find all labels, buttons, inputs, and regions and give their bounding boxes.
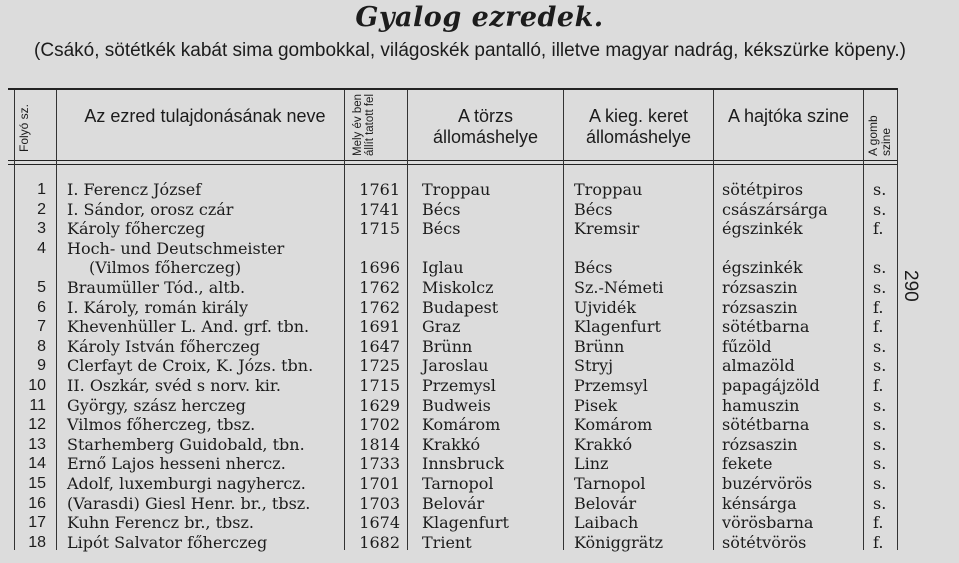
supplement-station: Klagenfurt xyxy=(574,317,661,337)
row-number: 7 xyxy=(37,318,46,336)
founded-year: 1715 xyxy=(359,375,400,395)
supplement-station: Kremsir xyxy=(574,219,640,239)
row-number: 6 xyxy=(37,298,46,316)
supplement-station: Sz.-Németi xyxy=(574,277,664,297)
headquarters: Budweis xyxy=(422,395,491,415)
header-year: Mely év ben állít tatott fel xyxy=(352,93,376,156)
owner-name: Lipót Salvator főherczeg xyxy=(67,532,268,552)
table-row xyxy=(0,376,959,396)
header-seat: A törzs állomáshelye xyxy=(432,106,539,147)
facing-color: sötétpiros xyxy=(722,180,804,199)
headquarters: Krakkó xyxy=(422,434,481,454)
header-facing: A hajtóka szine xyxy=(727,106,850,126)
facing-color: almazöld xyxy=(722,356,795,376)
table-row xyxy=(0,200,959,220)
button-color: f. xyxy=(873,375,884,395)
header-bottom-rule-2 xyxy=(8,164,898,165)
headquarters: Graz xyxy=(422,317,461,337)
row-number: 10 xyxy=(28,376,46,394)
supplement-station: Przemsyl xyxy=(574,375,648,395)
supplement-station: Brünn xyxy=(574,336,625,356)
regiment-table xyxy=(0,180,959,552)
founded-year: 1691 xyxy=(359,317,400,337)
headquarters: Bécs xyxy=(422,199,461,219)
supplement-station: Bécs xyxy=(574,258,613,278)
facing-color: papagájzöld xyxy=(722,375,820,395)
button-color: f. xyxy=(873,219,884,239)
founded-year: 1762 xyxy=(359,297,400,317)
headquarters: Tarnopol xyxy=(422,473,494,493)
founded-year: 1647 xyxy=(359,336,400,356)
founded-year: 1674 xyxy=(359,513,400,533)
header-owner: Az ezred tulajdonásának neve xyxy=(84,106,326,126)
table-row xyxy=(0,494,959,514)
button-color: s. xyxy=(873,199,887,219)
headquarters: Belovár xyxy=(422,493,485,513)
table-row xyxy=(0,356,959,376)
founded-year: 1696 xyxy=(359,258,400,278)
owner-name-line1: Hoch- und Deutschmeister xyxy=(67,238,285,258)
founded-year: 1733 xyxy=(359,454,400,474)
founded-year: 1702 xyxy=(359,415,400,435)
owner-name-line2: (Vilmos főherczeg) xyxy=(89,258,242,278)
facing-color: sötétvörös xyxy=(722,532,807,552)
row-number: 11 xyxy=(29,396,46,414)
owner-name: Vilmos főherczeg, tbsz. xyxy=(67,415,256,435)
header-bottom-rule xyxy=(8,160,898,161)
headquarters: Przemysl xyxy=(422,375,496,395)
supplement-station: Troppau xyxy=(574,180,643,199)
supplement-station: Linz xyxy=(574,454,609,474)
table-row xyxy=(0,219,959,239)
page-subtitle: (Csákó, sötétkék kabát sima gombokkal, világoskék pantalló, illetve magyar nadrág, kékszürke köpeny.) xyxy=(34,40,906,61)
row-number: 1 xyxy=(37,181,46,198)
owner-name: György, szász herczeg xyxy=(67,395,246,415)
supplement-station: Tarnopol xyxy=(574,473,646,493)
page-number: 290 xyxy=(900,270,921,302)
table-row xyxy=(0,513,959,533)
facing-color: fűzöld xyxy=(722,336,772,356)
row-number: 17 xyxy=(28,514,46,532)
button-color: f. xyxy=(873,297,884,317)
supplement-station: Laibach xyxy=(574,513,639,533)
button-color: s. xyxy=(873,180,887,199)
headquarters: Iglau xyxy=(422,258,464,278)
table-row xyxy=(0,474,959,494)
founded-year: 1741 xyxy=(359,199,400,219)
header-button: A gomb szine xyxy=(866,115,893,156)
supplement-station: Krakkó xyxy=(574,434,633,454)
founded-year: 1814 xyxy=(359,434,400,454)
headquarters: Bécs xyxy=(422,219,461,239)
owner-name: Kuhn Ferencz br., tbsz. xyxy=(67,513,254,533)
button-color: s. xyxy=(873,395,887,415)
supplement-station: Pisek xyxy=(574,395,618,415)
owner-name: Adolf, luxemburgi nagyhercz. xyxy=(67,473,306,493)
headquarters: Miskolcz xyxy=(422,277,494,297)
owner-name xyxy=(67,239,347,278)
button-color: s. xyxy=(873,415,887,435)
headquarters: Klagenfurt xyxy=(422,513,509,533)
founded-year: 1762 xyxy=(359,277,400,297)
row-number: 5 xyxy=(37,278,46,296)
owner-name: Ernő Lajos hesseni nhercz. xyxy=(67,454,286,474)
button-color: f. xyxy=(873,317,884,337)
owner-name: Károly főherczeg xyxy=(67,219,206,239)
owner-name: I. Károly, román király xyxy=(67,297,249,317)
headquarters: Budapest xyxy=(422,297,499,317)
header-no: Folyó sz. xyxy=(17,103,31,152)
row-number: 2 xyxy=(37,200,46,218)
facing-color: sötétbarna xyxy=(722,415,810,435)
table-row xyxy=(0,317,959,337)
supplement-station: Belovár xyxy=(574,493,637,513)
row-number: 8 xyxy=(37,337,46,355)
headquarters: Brünn xyxy=(422,336,473,356)
table-row xyxy=(0,298,959,318)
facing-color: sötétbarna xyxy=(722,317,810,337)
button-color: s. xyxy=(873,258,887,278)
row-number: 4 xyxy=(37,239,46,257)
supplement-station: Ujvidék xyxy=(574,297,637,317)
owner-name: I. Ferencz József xyxy=(67,180,202,199)
founded-year: 1703 xyxy=(359,493,400,513)
button-color: s. xyxy=(873,336,887,356)
button-color: f. xyxy=(873,532,884,552)
headquarters: Innsbruck xyxy=(422,454,504,474)
row-number: 3 xyxy=(37,220,46,238)
owner-name: II. Oszkár, svéd s norv. kir. xyxy=(67,375,281,395)
facing-color: égszinkék xyxy=(722,219,803,239)
facing-color: kénsárga xyxy=(722,493,797,513)
owner-name: I. Sándor, orosz czár xyxy=(67,199,234,219)
founded-year: 1725 xyxy=(359,356,400,376)
table-row xyxy=(0,278,959,298)
founded-year: 1761 xyxy=(359,180,400,199)
table-row xyxy=(0,239,959,278)
button-color: f. xyxy=(873,513,884,533)
owner-name: Starhemberg Guidobald, tbn. xyxy=(67,434,305,454)
supplement-station: Komárom xyxy=(574,415,653,435)
row-number: 13 xyxy=(28,435,46,453)
headquarters: Troppau xyxy=(422,180,491,199)
facing-color: rózsaszin xyxy=(722,434,798,454)
facing-color: hamuszin xyxy=(722,395,800,415)
row-number: 16 xyxy=(28,494,46,512)
facing-color: buzérvörös xyxy=(722,473,813,493)
header-top-rule xyxy=(8,88,898,90)
owner-name: Károly István főherczeg xyxy=(67,336,261,356)
owner-name: Clerfayt de Croix, K. Józs. tbn. xyxy=(67,356,314,376)
facing-color: égszinkék xyxy=(722,258,803,278)
row-number: 9 xyxy=(37,357,46,375)
row-number: 14 xyxy=(28,455,46,473)
row-number: 18 xyxy=(28,533,46,551)
facing-color: fekete xyxy=(722,454,773,474)
founded-year: 1701 xyxy=(359,473,400,493)
table-row xyxy=(0,415,959,435)
button-color: s. xyxy=(873,473,887,493)
table-row xyxy=(0,533,959,553)
button-color: s. xyxy=(873,356,887,376)
table-row xyxy=(0,180,959,200)
table-row xyxy=(0,396,959,416)
owner-name: Braumüller Tód., altb. xyxy=(67,277,246,297)
headquarters: Jaroslau xyxy=(422,356,489,376)
founded-year: 1715 xyxy=(359,219,400,239)
facing-color: rózsaszin xyxy=(722,297,798,317)
table-row xyxy=(0,435,959,455)
facing-color: vörösbarna xyxy=(722,513,814,533)
button-color: s. xyxy=(873,434,887,454)
button-color: s. xyxy=(873,454,887,474)
table-row xyxy=(0,337,959,357)
founded-year: 1629 xyxy=(359,395,400,415)
header-aux: A kieg. keret állomáshelye xyxy=(585,106,692,147)
founded-year: 1682 xyxy=(359,532,400,552)
supplement-station: Bécs xyxy=(574,199,613,219)
supplement-station: Stryj xyxy=(574,356,614,376)
row-number: 12 xyxy=(28,416,46,434)
headquarters: Komárom xyxy=(422,415,501,435)
button-color: s. xyxy=(873,493,887,513)
supplement-station: Königgrätz xyxy=(574,532,664,552)
row-number: 15 xyxy=(28,474,46,492)
owner-name: (Varasdi) Giesl Henr. br., tbsz. xyxy=(67,493,311,513)
table-row xyxy=(0,454,959,474)
page-title: Gyalog ezredek. xyxy=(355,2,604,33)
headquarters: Trient xyxy=(422,532,472,552)
facing-color: császársárga xyxy=(722,199,828,219)
owner-name: Khevenhüller L. And. grf. tbn. xyxy=(67,317,310,337)
facing-color: rózsaszin xyxy=(722,277,798,297)
button-color: s. xyxy=(873,277,887,297)
